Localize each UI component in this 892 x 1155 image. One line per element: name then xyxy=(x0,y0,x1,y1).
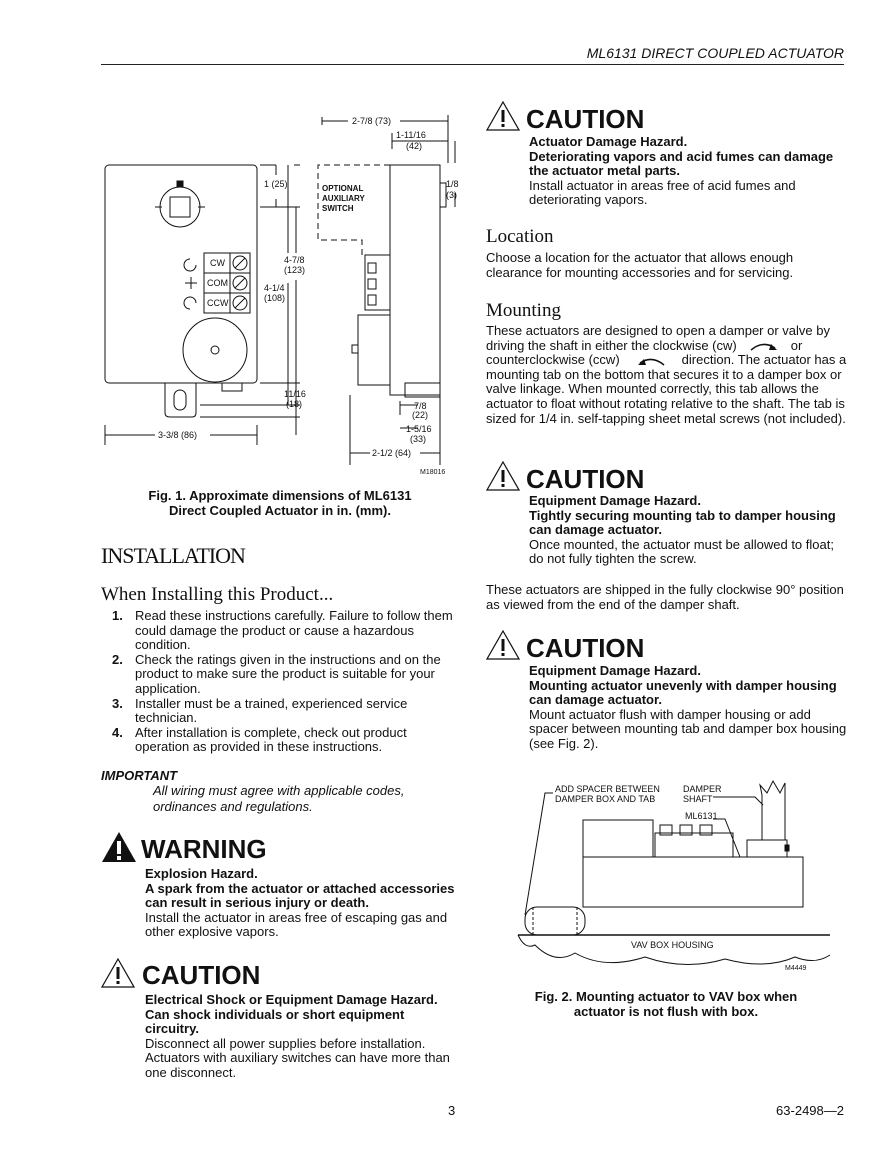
fig1-caption-line1: Fig. 1. Approximate dimensions of ML6131 xyxy=(148,488,412,503)
header-rule xyxy=(101,64,844,65)
caution-1-title: CAUTION xyxy=(526,104,645,134)
caution-left-instruction: Disconnect all power supplies before installation. Actuators with auxiliary switches can have more than one disconnect. xyxy=(145,1035,450,1080)
mounting-tab xyxy=(165,383,196,417)
caution-1-body xyxy=(529,135,844,208)
caution-1-instruction: Install actuator in areas free of acid fumes and deteriorating vapors. xyxy=(529,177,796,208)
caution-left-hazard: Electrical Shock or Equipment Damage Hazard. xyxy=(145,992,438,1007)
cw-arrow-icon xyxy=(741,340,787,352)
dim-7-8: 7/8 xyxy=(414,401,427,411)
step-1: 1. Read these instructions carefully. Failure to follow them could damage the product or cause a hazardous condition. xyxy=(112,608,453,653)
dim-1-8: 1/8 xyxy=(446,179,459,189)
dim-22mm: (22) xyxy=(412,410,429,420)
caution-2-hazard: Equipment Damage Hazard. xyxy=(529,493,701,508)
caution-3-body xyxy=(529,664,847,752)
mounting-line-1: These actuators are designed to open a damper or valve by xyxy=(486,323,830,338)
figure-1-caption xyxy=(100,488,460,518)
caution-icon-left xyxy=(101,958,135,988)
fig2-code: M4449 xyxy=(785,965,807,972)
dim-2-7-8: 2-7/8 (73) xyxy=(352,116,392,126)
terminal-com: COM xyxy=(207,278,228,288)
fig2-caption-line2: actuator is not flush with box. xyxy=(573,1004,759,1019)
dim-4-7-8: 4-7/8 xyxy=(284,255,305,265)
damper-label-2: SHAFT xyxy=(683,794,713,804)
aux-label-1: OPTIONAL xyxy=(322,184,364,193)
fig1-caption-line2: Direct Coupled Actuator in in. (mm). xyxy=(169,503,391,518)
damper-shaft xyxy=(760,781,785,840)
mounting-line-3: counterclockwise (ccw) direction. The actuator has a xyxy=(486,352,847,368)
caution-2-consequence: Tightly securing mounting tab to damper housing can damage actuator. xyxy=(529,507,836,538)
caution-3-hazard: Equipment Damage Hazard. xyxy=(529,663,701,678)
actuator-front-body xyxy=(105,165,257,383)
location-heading: Location xyxy=(486,226,554,247)
important-text: All wiring must agree with applicable codes, ordinances and regulations. xyxy=(153,783,405,814)
caution-2-body xyxy=(529,494,844,567)
mounting-heading: Mounting xyxy=(486,300,561,321)
model-label: ML6131 xyxy=(685,811,718,821)
mounting-line-2: driving the shaft in either the clockwise (cw) or xyxy=(486,337,803,353)
figure-2-caption xyxy=(486,989,846,1019)
ccw-arrow-icon xyxy=(628,355,674,367)
caution-3-instruction: Mount actuator flush with damper housing or add spacer between mounting tab and damper box housing (see Fig. 2). xyxy=(529,706,847,751)
document-number: 63-2498—2 xyxy=(776,1103,844,1118)
terminal-ccw: CCW xyxy=(207,298,229,308)
dim-18mm: (18) xyxy=(286,399,303,409)
caution-icon-3 xyxy=(486,630,520,660)
housing-label: VAV BOX HOUSING xyxy=(631,940,714,950)
fig2-caption-line1: Fig. 2. Mounting actuator to VAV box when xyxy=(534,989,798,1004)
step-4: 4. After installation is complete, check out product operation as provided in these instructions. xyxy=(112,724,407,755)
important-label: IMPORTANT xyxy=(101,768,178,783)
caution-1-consequence: Deteriorating vapors and acid fumes can damage the actuator metal parts. xyxy=(529,148,834,179)
actuator-body xyxy=(583,857,803,907)
mounting-text xyxy=(486,324,848,426)
installation-steps xyxy=(101,609,461,755)
shaft-hub xyxy=(160,187,200,227)
caution-icon-1 xyxy=(486,101,520,131)
dim-11-16: 11/16 xyxy=(284,389,306,399)
dim-33mm: (33) xyxy=(410,434,427,444)
step-2: 2. Check the ratings given in the instructions and on the product to make sure the product is suitable for your application. xyxy=(112,651,441,696)
caution-left-consequence: Can shock individuals or short equipment circuitry. xyxy=(145,1006,405,1037)
warning-icon xyxy=(101,831,137,863)
dim-3mm: (3) xyxy=(446,190,457,200)
dim-1-11-16: 1-11/16 xyxy=(396,130,426,140)
caution-icon-2 xyxy=(486,461,520,491)
dim-108mm: (108) xyxy=(264,293,286,303)
caution-2-instruction: Once mounted, the actuator must be allowed to float; do not fully tighten the screw. xyxy=(529,536,834,567)
caution-left-body xyxy=(145,993,460,1081)
caution-1-hazard: Actuator Damage Hazard. xyxy=(529,134,688,149)
caution-3-title: CAUTION xyxy=(526,633,645,663)
dim-2-1-2: 2-1/2 (64) xyxy=(372,448,412,458)
spacer-label-2: DAMPER BOX AND TAB xyxy=(555,794,656,804)
warning-body xyxy=(145,867,460,940)
dim-123mm: (123) xyxy=(284,265,306,275)
location-text: Choose a location for the actuator that allows enough clearance for mounting accessories and for servicing. xyxy=(486,250,794,280)
caution-3-consequence: Mounting actuator unevenly with damper housing can damage actuator. xyxy=(529,677,837,708)
mounting-line-rest: mounting tab on the bottom that secures it to a damper box or valve linkage. When mounted correctly, this tab allows the actuator to float without rotating relative to the shaft. The tab is sized for 1/4 in. self-tapping sheet metal screws (not included). xyxy=(486,366,846,426)
aux-label-2: AUXILIARY xyxy=(322,194,365,203)
aux-label-3: SWITCH xyxy=(322,204,354,213)
dim-1-5-16: 1-5/16 xyxy=(406,424,432,434)
figure-2-mounting-drawing xyxy=(515,775,835,975)
installing-subheading: When Installing this Product... xyxy=(101,584,334,605)
motor-housing xyxy=(183,318,247,382)
damper-label-1: DAMPER xyxy=(683,784,722,794)
page-number: 3 xyxy=(448,1103,456,1118)
shipped-position-text: These actuators are shipped in the fully clockwise 90° position as viewed from the end of the damper shaft. xyxy=(486,582,844,612)
dim-42mm: (42) xyxy=(406,141,423,151)
warning-consequence: A spark from the actuator or attached accessories can result in serious injury or death. xyxy=(145,880,455,911)
dim-3-3-8: 3-3/8 (86) xyxy=(158,430,198,440)
caution-2-title: CAUTION xyxy=(526,464,645,494)
installation-heading: INSTALLATION xyxy=(101,543,245,568)
figure-1-dimension-drawing xyxy=(100,105,460,480)
caution-left-title: CAUTION xyxy=(142,960,261,990)
warning-title: WARNING xyxy=(141,834,267,864)
fig1-code: M18016 xyxy=(420,469,446,476)
spacer-label-1: ADD SPACER BETWEEN xyxy=(555,784,660,794)
actuator-side-body xyxy=(390,165,440,395)
dim-4-1-4: 4-1/4 xyxy=(264,283,285,293)
dim-1-in: 1 (25) xyxy=(264,179,288,189)
running-header: ML6131 DIRECT COUPLED ACTUATOR xyxy=(586,45,844,61)
warning-hazard: Explosion Hazard. xyxy=(145,866,258,881)
warning-instruction: Install the actuator in areas free of escaping gas and other explosive vapors. xyxy=(145,909,448,940)
step-3: 3. Installer must be a trained, experienced service technician. xyxy=(112,695,408,726)
terminal-cw: CW xyxy=(210,258,225,268)
